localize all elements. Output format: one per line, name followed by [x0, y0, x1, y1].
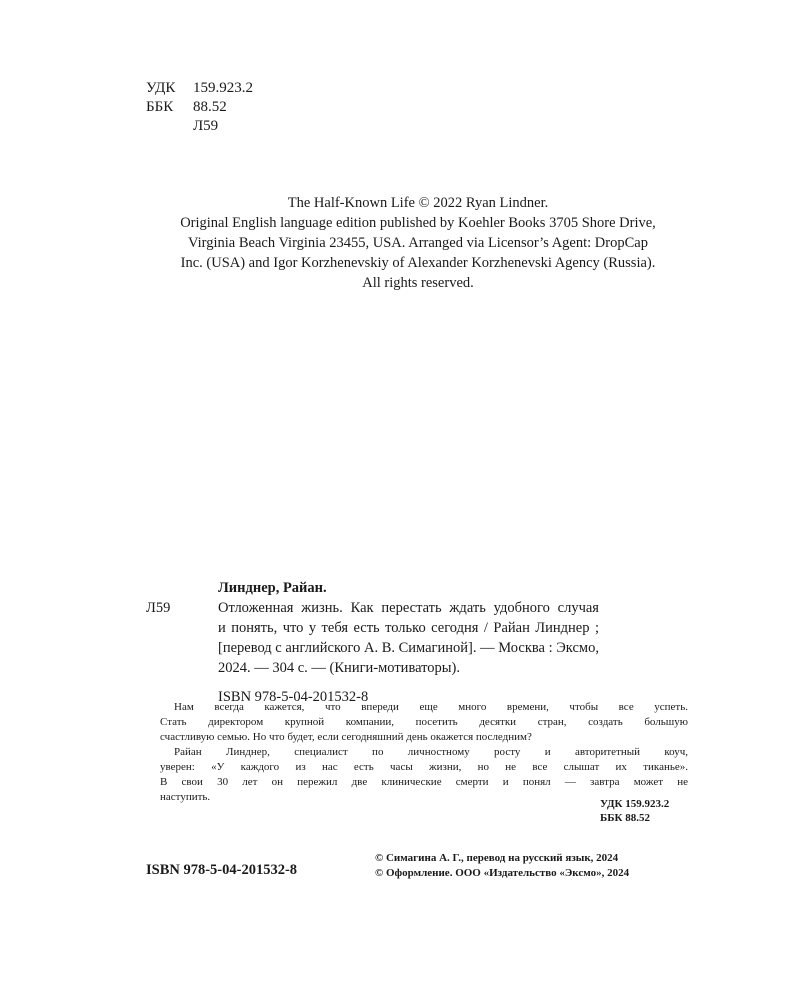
annotation-line: уверен: «У каждого из нас есть часы жизни, но не все слышат их тиканье».	[160, 761, 688, 773]
udk-code: УДК 159.923.2	[600, 798, 670, 810]
footer-copyrights	[375, 851, 629, 881]
record-author: Линднер, Райан.	[218, 580, 327, 596]
record-description	[218, 598, 599, 678]
copyright-line: The Half-Known Life © 2022 Ryan Lindner.	[287, 195, 549, 211]
footer-isbn: ISBN 978-5-04-201532-8	[146, 862, 298, 878]
bibliographic-record	[146, 578, 692, 707]
copyright-line: Virginia Beach Virginia 23455, USA. Arranged via Licensor’s Agent: DropCap	[188, 235, 648, 251]
bbk-label: ББК	[146, 99, 174, 115]
description-line: и понять, что у тебя есть только сегодня / Райан Линднер ;	[218, 620, 599, 636]
udk-bbk-codes	[600, 797, 669, 825]
annotation-line: Райан Линднер, специалист по личностному росту и авторитетный коуч,	[174, 746, 688, 758]
copyright-line: Original English language edition published by Koehler Books 3705 Shore Drive,	[180, 215, 656, 231]
description-line: [перевод с английского А. В. Симагиной]. — Москва : Эксмо,	[218, 640, 599, 656]
copyright-design: © Оформление. ООО «Издательство «Эксмо», 2024	[375, 867, 630, 879]
udk-value: 159.923.2	[193, 80, 253, 96]
record-code: Л59	[146, 600, 171, 616]
description-line: 2024. — 304 с. — (Книги-мотиваторы).	[218, 660, 461, 676]
author-mark: Л59	[193, 118, 219, 134]
copyright-translation: © Симагина А. Г., перевод на русский язык, 2024	[375, 852, 619, 864]
copyright-line: Inc. (USA) and Igor Korzhenevskiy of Alexander Korzhenevski Agency (Russia).	[180, 255, 656, 271]
bbk-code: ББК 88.52	[600, 812, 651, 824]
annotation-line: наступить.	[160, 791, 211, 803]
record-isbn: ISBN 978-5-04-201532-8	[218, 689, 369, 705]
author-mark-row	[146, 117, 253, 136]
annotation-line: В свои 30 лет он пережил две клинические смерти и понял — завтра может не	[160, 776, 688, 788]
udk-row	[146, 79, 253, 98]
annotation-line: счастливую семью. Но что будет, если сегодняшний день окажется последним?	[160, 731, 532, 743]
record-body	[146, 598, 692, 678]
annotation-line: Стать директором крупной компании, посетить десятки стран, создать большую	[160, 716, 688, 728]
description-line: Отложенная жизнь. Как перестать ждать удобного случая	[218, 600, 599, 616]
bbk-row	[146, 98, 253, 117]
classification-block	[146, 79, 253, 136]
annotation-line: Нам всегда кажется, что впереди еще много времени, чтобы все успеть.	[174, 701, 688, 713]
udk-label: УДК	[146, 80, 176, 96]
bbk-value: 88.52	[193, 99, 227, 115]
copyright-notice	[140, 193, 696, 293]
copyright-line: All rights reserved.	[362, 275, 474, 291]
annotation	[160, 700, 688, 805]
